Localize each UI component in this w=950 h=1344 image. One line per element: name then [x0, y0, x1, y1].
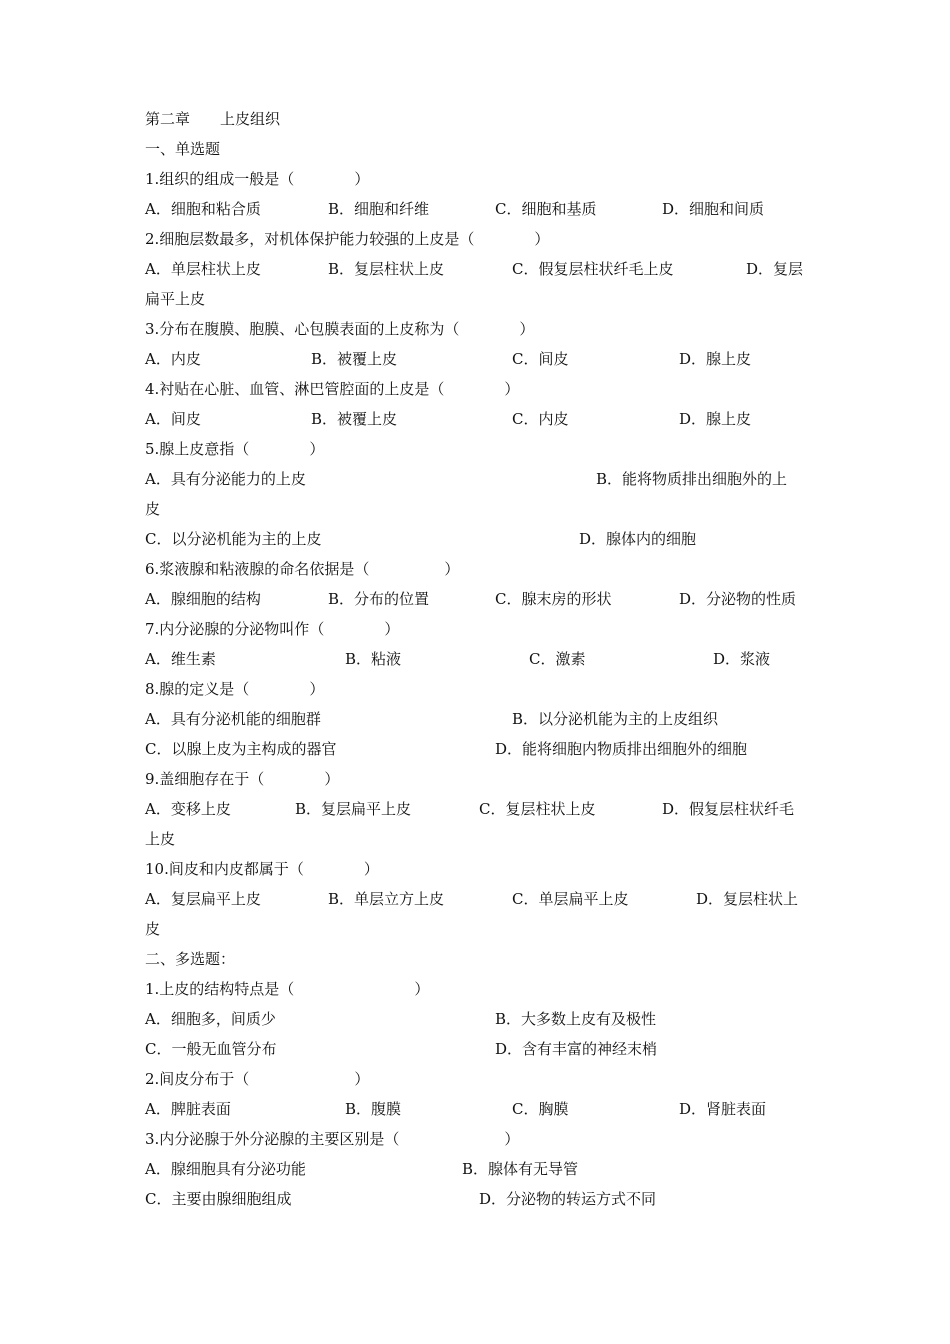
- question-2-option-c: C．假复层柱状纤毛上皮: [512, 260, 674, 278]
- multi-question-3-option-a: A．腺细胞具有分泌功能: [145, 1160, 306, 1178]
- question-10-option-d: D．复层柱状上: [696, 890, 799, 908]
- question-7-options: [145, 644, 815, 674]
- question-1-options: [145, 194, 815, 224]
- question-6-stem: 6.浆液腺和粘液腺的命名依据是（ ）: [145, 560, 460, 578]
- question-5-stem: 5.腺上皮意指（ ）: [145, 440, 325, 458]
- question-2-stem: 2.细胞层数最多，对机体保护能力较强的上皮是（ ）: [145, 230, 550, 248]
- multi-question-2-option-d: D．肾脏表面: [679, 1100, 767, 1118]
- multi-question-2-option-b: B．腹膜: [345, 1100, 402, 1118]
- question-8-stem: 8.腺的定义是（ ）: [145, 680, 325, 698]
- question-9-option-a: A．变移上皮: [145, 800, 231, 818]
- question-8-option-c: C．以腺上皮为主构成的器官: [145, 740, 337, 758]
- question-10-option-a: A．复层扁平上皮: [145, 890, 261, 908]
- question-3-stem: 3.分布在腹膜、胞膜、心包膜表面的上皮称为（ ）: [145, 320, 535, 338]
- question-1-option-a: A．细胞和粘合质: [145, 200, 261, 218]
- question-10-option-c: C．单层扁平上皮: [512, 890, 629, 908]
- multi-question-2-stem: 2.间皮分布于（ ）: [145, 1070, 370, 1088]
- question-5-option-c: C．以分泌机能为主的上皮: [145, 530, 322, 548]
- question-4-option-b: B．被覆上皮: [311, 410, 398, 428]
- question-7-option-c: C．激素: [529, 650, 586, 668]
- multi-question-1-options-cd: [145, 1034, 815, 1064]
- question-3-option-b: B．被覆上皮: [311, 350, 398, 368]
- question-7-option-b: B．粘液: [345, 650, 402, 668]
- question-9-option-c: C．复层柱状上皮: [479, 800, 596, 818]
- question-2-option-a: A．单层柱状上皮: [145, 260, 261, 278]
- question-9-options: [145, 794, 815, 824]
- multi-question-3-options-cd: [145, 1184, 815, 1214]
- question-3-options: [145, 344, 815, 374]
- question-4-option-d: D．腺上皮: [679, 410, 752, 428]
- question-5-option-b: B．能将物质排出细胞外的上: [596, 470, 788, 488]
- question-1-option-c: C．细胞和基质: [495, 200, 597, 218]
- question-6-option-b: B．分布的位置: [328, 590, 430, 608]
- question-8-options-cd: [145, 734, 815, 764]
- question-7-option-d: D．浆液: [713, 650, 771, 668]
- multi-question-2-option-c: C．胸膜: [512, 1100, 569, 1118]
- question-2-option-b: B．复层柱状上皮: [328, 260, 445, 278]
- question-9-option-d-continued: 上皮: [145, 830, 176, 848]
- question-8-options-ab: [145, 704, 815, 734]
- question-9-stem: 9.盖细胞存在于（ ）: [145, 770, 340, 788]
- multi-question-1-option-a: A．细胞多，间质少: [145, 1010, 276, 1028]
- question-7-stem: 7.内分泌腺的分泌物叫作（ ）: [145, 620, 400, 638]
- question-9-option-d: D．假复层柱状纤毛: [662, 800, 795, 818]
- multi-question-3-option-c: C．主要由腺细胞组成: [145, 1190, 292, 1208]
- question-4-option-a: A．间皮: [145, 410, 201, 428]
- multi-question-3-stem: 3.内分泌腺于外分泌腺的主要区别是（ ）: [145, 1130, 520, 1148]
- question-6-option-d: D．分泌物的性质: [679, 590, 797, 608]
- question-7-option-a: A．维生素: [145, 650, 216, 668]
- question-10-options: [145, 884, 815, 914]
- question-5-options-cd: [145, 524, 815, 554]
- multi-question-2-options: [145, 1094, 815, 1124]
- question-1-option-d: D．细胞和间质: [662, 200, 765, 218]
- question-1-option-b: B．细胞和纤维: [328, 200, 430, 218]
- question-3-option-c: C．间皮: [512, 350, 569, 368]
- question-4-options: [145, 404, 815, 434]
- question-6-options: [145, 584, 815, 614]
- question-3-option-d: D．腺上皮: [679, 350, 752, 368]
- multi-question-1-stem: 1.上皮的结构特点是（ ）: [145, 980, 430, 998]
- question-2-option-d-continued: 扁平上皮: [145, 290, 206, 308]
- multi-question-3-options-ab: [145, 1154, 815, 1184]
- multi-question-3-option-d: D．分泌物的转运方式不同: [479, 1190, 657, 1208]
- question-2-option-d: D．复层: [746, 260, 804, 278]
- question-5-option-b-continued: 皮: [145, 500, 161, 518]
- question-10-option-d-continued: 皮: [145, 920, 161, 938]
- question-6-option-a: A．腺细胞的结构: [145, 590, 261, 608]
- question-10-stem: 10.间皮和内皮都属于（ ）: [145, 860, 379, 878]
- question-1-stem: 1.组织的组成一般是（ ）: [145, 170, 370, 188]
- question-5-option-d: D．腺体内的细胞: [579, 530, 697, 548]
- chapter-title: 第二章 上皮组织: [145, 110, 281, 128]
- question-2-options: [145, 254, 815, 284]
- question-6-option-c: C．腺末房的形状: [495, 590, 612, 608]
- section-heading-single-choice: 一、单选题: [145, 140, 221, 158]
- question-8-option-a: A．具有分泌机能的细胞群: [145, 710, 321, 728]
- multi-question-3-option-b: B．腺体有无导管: [462, 1160, 579, 1178]
- question-5-option-a: A．具有分泌能力的上皮: [145, 470, 306, 488]
- multi-question-1-options-ab: [145, 1004, 815, 1034]
- multi-question-1-option-b: B．大多数上皮有及极性: [495, 1010, 657, 1028]
- question-8-option-b: B．以分泌机能为主的上皮组织: [512, 710, 719, 728]
- question-4-stem: 4.衬贴在心脏、血管、淋巴管腔面的上皮是（ ）: [145, 380, 520, 398]
- multi-question-1-option-c: C．一般无血管分布: [145, 1040, 277, 1058]
- multi-question-2-option-a: A．脾脏表面: [145, 1100, 231, 1118]
- question-4-option-c: C．内皮: [512, 410, 569, 428]
- question-10-option-b: B．单层立方上皮: [328, 890, 445, 908]
- multi-question-1-option-d: D．含有丰富的神经末梢: [495, 1040, 658, 1058]
- question-3-option-a: A．内皮: [145, 350, 201, 368]
- section-heading-multiple-choice: 二、多选题：: [145, 950, 236, 968]
- question-9-option-b: B．复层扁平上皮: [295, 800, 412, 818]
- question-8-option-d: D．能将细胞内物质排出细胞外的细胞: [495, 740, 748, 758]
- question-5-options-ab: [145, 464, 815, 494]
